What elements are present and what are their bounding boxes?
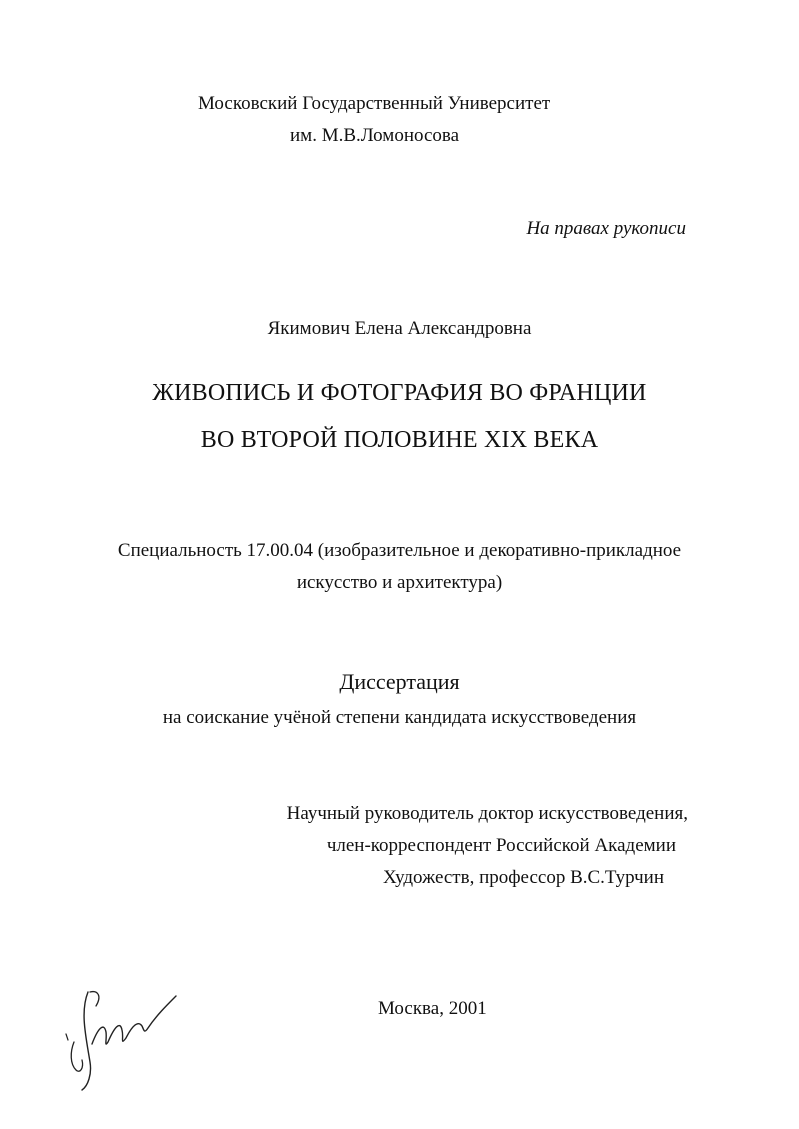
handwritten-signature [52, 982, 182, 1092]
university-named-after: им. М.В.Ломоносова [290, 125, 460, 146]
specialty-line-2: искусство и архитектура) [296, 572, 503, 593]
place-and-year: Москва, 2001 [378, 998, 487, 1019]
degree-purpose: на соискание учёной степени кандидата искусствоведения [162, 707, 637, 728]
author-name: Якимович Елена Александровна [267, 318, 532, 339]
dissertation-title-line-1: ЖИВОПИСЬ И ФОТОГРАФИЯ ВО ФРАНЦИИ [152, 380, 647, 406]
supervisor-line-2: член-корреспондент Российской Академии [326, 835, 676, 856]
dissertation-heading: Диссертация [339, 669, 460, 694]
supervisor-line-1: Научный руководитель доктор искусствоведения, [286, 803, 688, 824]
specialty-line-1: Специальность 17.00.04 (изобразительное и декоративно-прикладное [117, 540, 682, 561]
university-name: Московский Государственный Университет [198, 93, 551, 114]
supervisor-line-3: Художеств, профессор В.С.Турчин [383, 867, 664, 888]
manuscript-note: На правах рукописи [526, 218, 686, 239]
dissertation-title-line-2: ВО ВТОРОЙ ПОЛОВИНЕ XIX ВЕКА [200, 427, 599, 453]
